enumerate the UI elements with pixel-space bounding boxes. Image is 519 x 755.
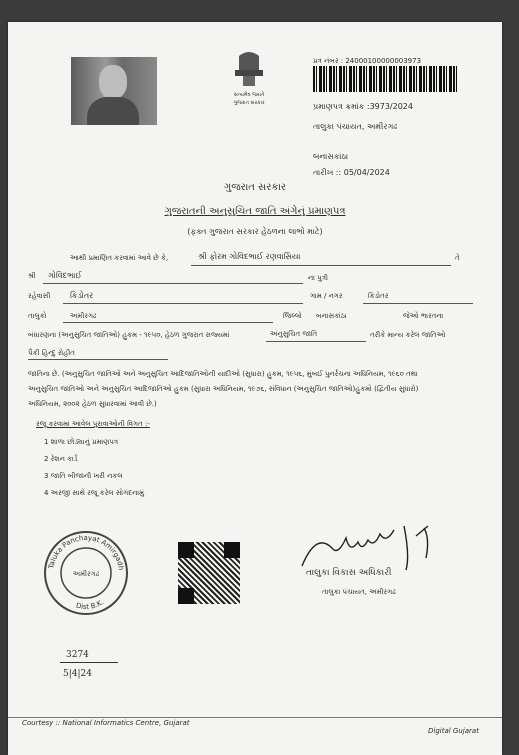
certificate-subtitle: (ફક્ત ગુજરાત સરકાર હેઠળના લાભો માટે): [187, 227, 323, 236]
caste-name: પૈકી હિન્દુ રોહીત: [28, 349, 75, 357]
district-label: જિલ્લો: [283, 312, 302, 320]
holder-name: શ્રી ફોરમ ગોવિંદભાઈ રણવાસિયા: [198, 252, 301, 261]
officer-title: તાલુકા વિકાસ અધિકારી: [306, 568, 392, 578]
para-line-1: જાતિના છે. (અનુસુચિત જાતિઓ અને અનુસુચિત આદિજાતિઓની યાદીઓ (સુધારા) હુકમ, ૧૯૫૬, મુંબઈ પુનર્રચના અધિનિયમ, ૧૯૬૦ તથા: [28, 370, 418, 378]
office-top: તાલુકા પંચાયત, અમીરગઢ: [313, 122, 398, 131]
village-label: ગામ / નગર: [310, 292, 343, 300]
photo-body: [87, 97, 139, 125]
order-end: તરીકે માન્ય કરેલ જાતિઓ: [370, 331, 446, 339]
svg-text:Taluka Panchayat Amirgadh: [47, 534, 125, 571]
residence-village: કિડોતર: [70, 291, 94, 300]
row2-line: [43, 283, 303, 284]
page-footer: [8, 717, 502, 735]
village-name: કિડોતર: [368, 292, 389, 300]
issue-date: તારીખ :: 05/04/2024: [313, 168, 390, 177]
documents-heading: રજૂ કરવામાં આવેલ પુરાવાઓની વિગત :-: [36, 420, 150, 428]
handwritten-number: 3274: [66, 650, 89, 660]
national-emblem-icon: [221, 48, 277, 110]
father-name: ગોવિંદભાઈ: [48, 271, 82, 280]
row3-line: [63, 303, 303, 304]
officer-signature-icon: [294, 516, 444, 576]
seal-center: અમીરગઢ: [72, 570, 100, 578]
handwritten-rule: [60, 662, 118, 663]
order-text: બંધારણના (અનુસુચિત જાતિઓ) હુકમ - ૧૯૫૦, હેઠળ ગુજરાત રાજ્યમાં: [28, 331, 230, 339]
document-item: 3 જાતિ બીજાની ખરી નકલ: [44, 472, 123, 480]
seal-ring-bottom: Dist B.K.: [75, 598, 106, 612]
photo-face: [99, 65, 127, 99]
para-line-2: અનુસુચિત જાતિઓ અને અનુસુચિત આદિજાતિઓ હુકમ (સુધારા અધિનિયમ, ૧૯૭૬, સંવિધાન (અનુસુચિત જાતિઓ)હુકમો (દ્વિતીય સુધારો): [28, 385, 419, 393]
row1-prefix: આથી પ્રમાણિત કરવામાં આવે છે કે,: [70, 254, 169, 262]
district-value: બનાસકાંઠા: [316, 312, 347, 320]
footer-brand: Digital Gujarat: [428, 727, 479, 735]
barcode: [313, 66, 459, 92]
taluka-label: તાલુકો: [28, 312, 47, 320]
document-item: 2 રેશન કાર્ડ: [44, 455, 78, 463]
row1-line: [191, 265, 451, 266]
officer-office: તાલુકા પંચાયત, અમીરગઢ: [322, 588, 396, 596]
emblem-motto: સત્યમેવ જયતે: [233, 92, 265, 98]
document-item: 1 શાળા છોડ્યાનું પ્રમાણપત્ર: [44, 438, 119, 446]
footer-credit: Courtesy :: National Informatics Centre, Gujarat: [22, 719, 190, 727]
applicant-photo: [71, 57, 157, 125]
certificate-page: [8, 22, 502, 755]
citizenship-text: જેઓ ભારતના: [403, 312, 444, 320]
document-item: 4 અરજી સાથે રજૂ કરેલ સોગંદનામું: [44, 489, 145, 497]
office-seal: [43, 530, 129, 616]
row2-prefix: શ્રી: [28, 272, 36, 280]
row3-line2: [363, 303, 473, 304]
row5-line: [266, 341, 366, 342]
taluka-name: અમીરગઢ: [70, 312, 97, 320]
relation: ના પુત્રી: [308, 274, 329, 282]
district-name: બનાસકાંઠા: [313, 152, 349, 161]
residence-label: રહેવાસી: [28, 292, 51, 300]
para-line-3: અધિનિયમ, ૨૦૦૨ હેઠળ સુધારવામાં આવી છે.): [28, 400, 157, 408]
certificate-number: પ્રમાણપત્ર ક્રમાંક :3973/2024: [313, 102, 413, 111]
row1-end: તે: [455, 254, 460, 262]
svg-text:Dist B.K.: [75, 598, 105, 611]
seal-ring-top: Taluka Panchayat Amirgadh: [47, 533, 125, 571]
caste-category: અનુસુચિત જાતિ: [270, 330, 318, 338]
barcode-number: પ્રત્ર નંબર : 24000100000003973: [313, 57, 422, 65]
emblem-caption: ગુજરાત સરકાર: [233, 100, 265, 106]
certificate-title: ગુજરાતની અનુસુચિત જાતિ અંગેનું પ્રમાણપત્ર: [164, 206, 346, 217]
row4-line: [63, 322, 273, 323]
qr-code: [178, 542, 240, 604]
row6-line: [28, 359, 168, 360]
handwritten-date: 5|4|24: [63, 669, 92, 679]
government-title: ગુજરાત સરકાર: [223, 182, 287, 193]
